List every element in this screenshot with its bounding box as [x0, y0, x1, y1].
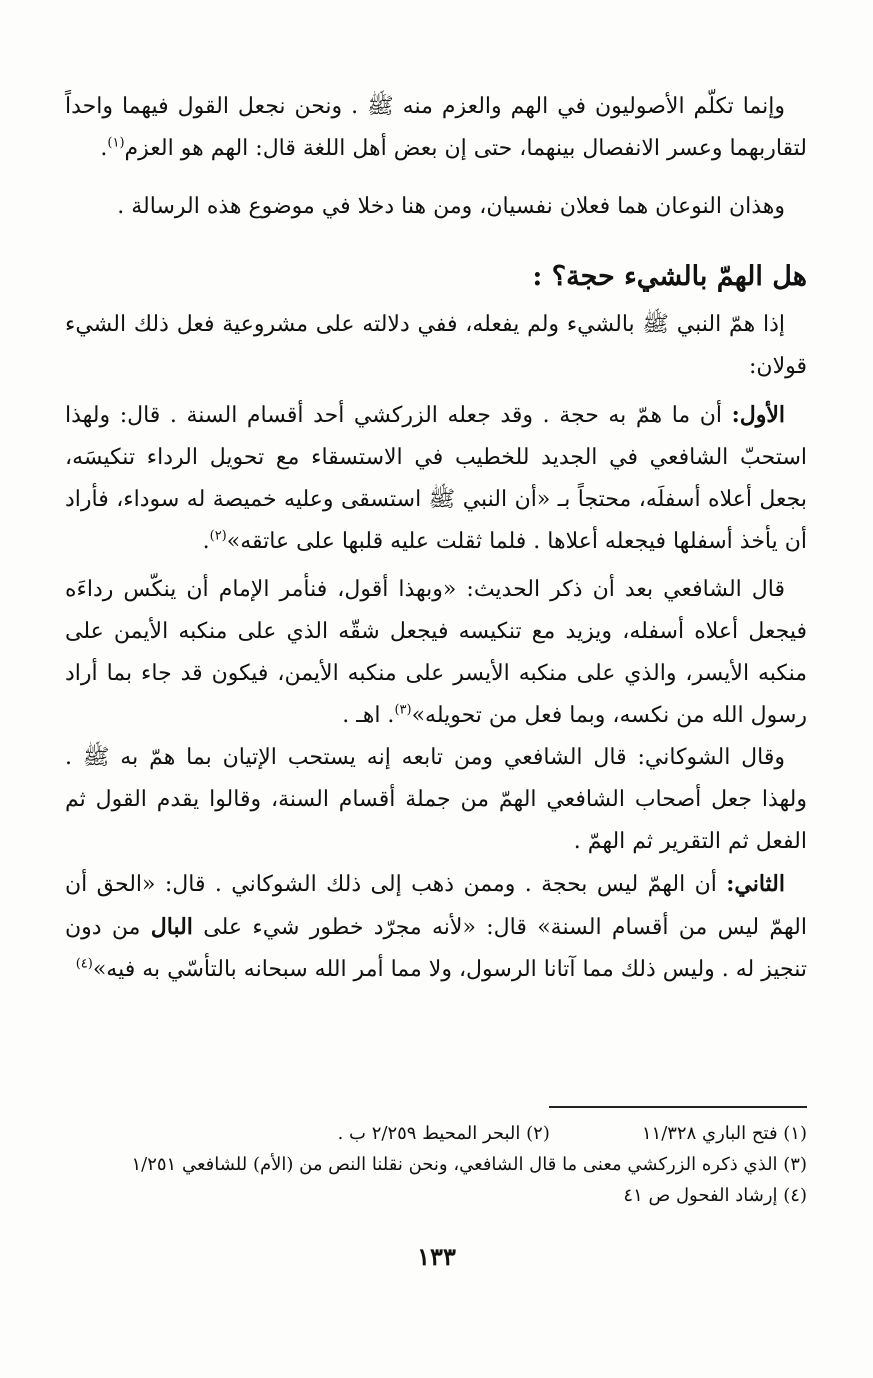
paragraph-second-opinion	[65, 863, 807, 991]
first-opinion-end: .	[202, 529, 210, 554]
paragraph-1-text: وإنما تكلّم الأصوليون في الهم والعزم منه ﷺ . ونحن نجعل القول فيهما واحداً لتقاربهما وعسر الانفصال بينهما، حتى إن بعض أهل اللغة قال: الهم هو العزم	[65, 94, 807, 161]
footnotes	[65, 1118, 807, 1211]
page-number: ١٣٣	[417, 1242, 456, 1271]
paragraph-2: وهذان النوعان هما فعلان نفسيان، ومن هنا دخلا في موضوع هذه الرسالة .	[117, 194, 785, 219]
footnote-ref-2: (٢)	[209, 528, 227, 544]
footnote-ref-4: (٤)	[75, 956, 93, 972]
paragraph-1	[65, 86, 807, 170]
paragraph-shawkani: وقال الشوكاني: قال الشافعي ومن تابعه إنه يستحب الإتيان بما همّ به ﷺ . ولهذا جعل أصحاب الشافعي الهمّ من جملة أقسام السنة، وقالوا يقدم القول ثم الفعل ثم التقرير ثم الهمّ .	[65, 745, 807, 854]
first-opinion-text: أن ما همّ به حجة . وقد جعله الزركشي أحد أقسام السنة . قال: ولهذا استحبّ الشافعي في الجديد للخطيب في الاستسقاء مع تحويل الرداء تنكيسَه، بجعل أعلاه أسفلَه، محتجاً بـ «أن النبي ﷺ استسقى وعليه خميصة له سوداء، فأراد أن يأخذ أسفلها فيجعله أعلاها . فلما ثقلت عليه قلبها على عاتقه»	[65, 403, 807, 554]
footnote-row-1	[65, 1118, 807, 1149]
page-body	[65, 86, 807, 991]
section-heading: هل الهمّ بالشيء حجة؟ :	[532, 261, 807, 292]
footnote-3: (٣) الذي ذكره الزركشي معنى ما قال الشافعي، ونحن نقلنا النص من (الأم) للشافعي ١/٢٥١	[131, 1154, 807, 1175]
second-opinion-text-b: من دون تنجيز له . وليس ذلك مما آتانا الرسول، ولا مما أمر الله سبحانه بالتأسّي به فيه»	[65, 915, 807, 982]
footnote-2: (٢) البحر المحيط ٢/٢٥٩ ب .	[337, 1123, 550, 1144]
shafii-quote-text: قال الشافعي بعد أن ذكر الحديث: «وبهذا أقول، فنأمر الإمام أن ينكّس رداءَه فيجعل أعلاه أسفله، ويزيد مع تنكيسه فيجعل شقّه الذي على منكبه الأيمن على منكبه الأيسر، والذي على منكبه الأيسر على منكبه الأيمن، فيكون قد جاء بما أراد رسول الله من نكسه، وبما فعل من تحويله»	[65, 577, 807, 728]
paragraph-1-end: .	[100, 136, 108, 161]
paragraph-first-opinion	[65, 394, 807, 563]
paragraph-3: إذا همّ النبي ﷺ بالشيء ولم يفعله، ففي دلالته على مشروعية فعل ذلك الشيء قولان:	[65, 312, 807, 379]
footnote-ref-1: (١)	[107, 135, 125, 151]
second-opinion-text-a: أن الهمّ ليس بحجة . وممن ذهب إلى ذلك الشوكاني . قال: «الحق أن الهمّ ليس من أقسام السنة» قال: «لأنه مجرّد خطور شيء على	[65, 872, 807, 940]
second-opinion-label: الثاني:	[726, 871, 785, 897]
first-opinion-label: الأول:	[731, 402, 785, 428]
footnote-4: (٤) إرشاد الفحول ص ٤١	[623, 1185, 807, 1206]
footnote-divider	[549, 1106, 807, 1108]
footnote-1: (١) فتح الباري ١١/٣٢٨	[641, 1123, 807, 1144]
second-opinion-bold-word: البال	[150, 914, 193, 940]
shafii-quote-end: . اهـ .	[342, 703, 395, 728]
footnote-ref-3: (٣)	[394, 702, 412, 718]
paragraph-shafii-quote	[65, 569, 807, 737]
